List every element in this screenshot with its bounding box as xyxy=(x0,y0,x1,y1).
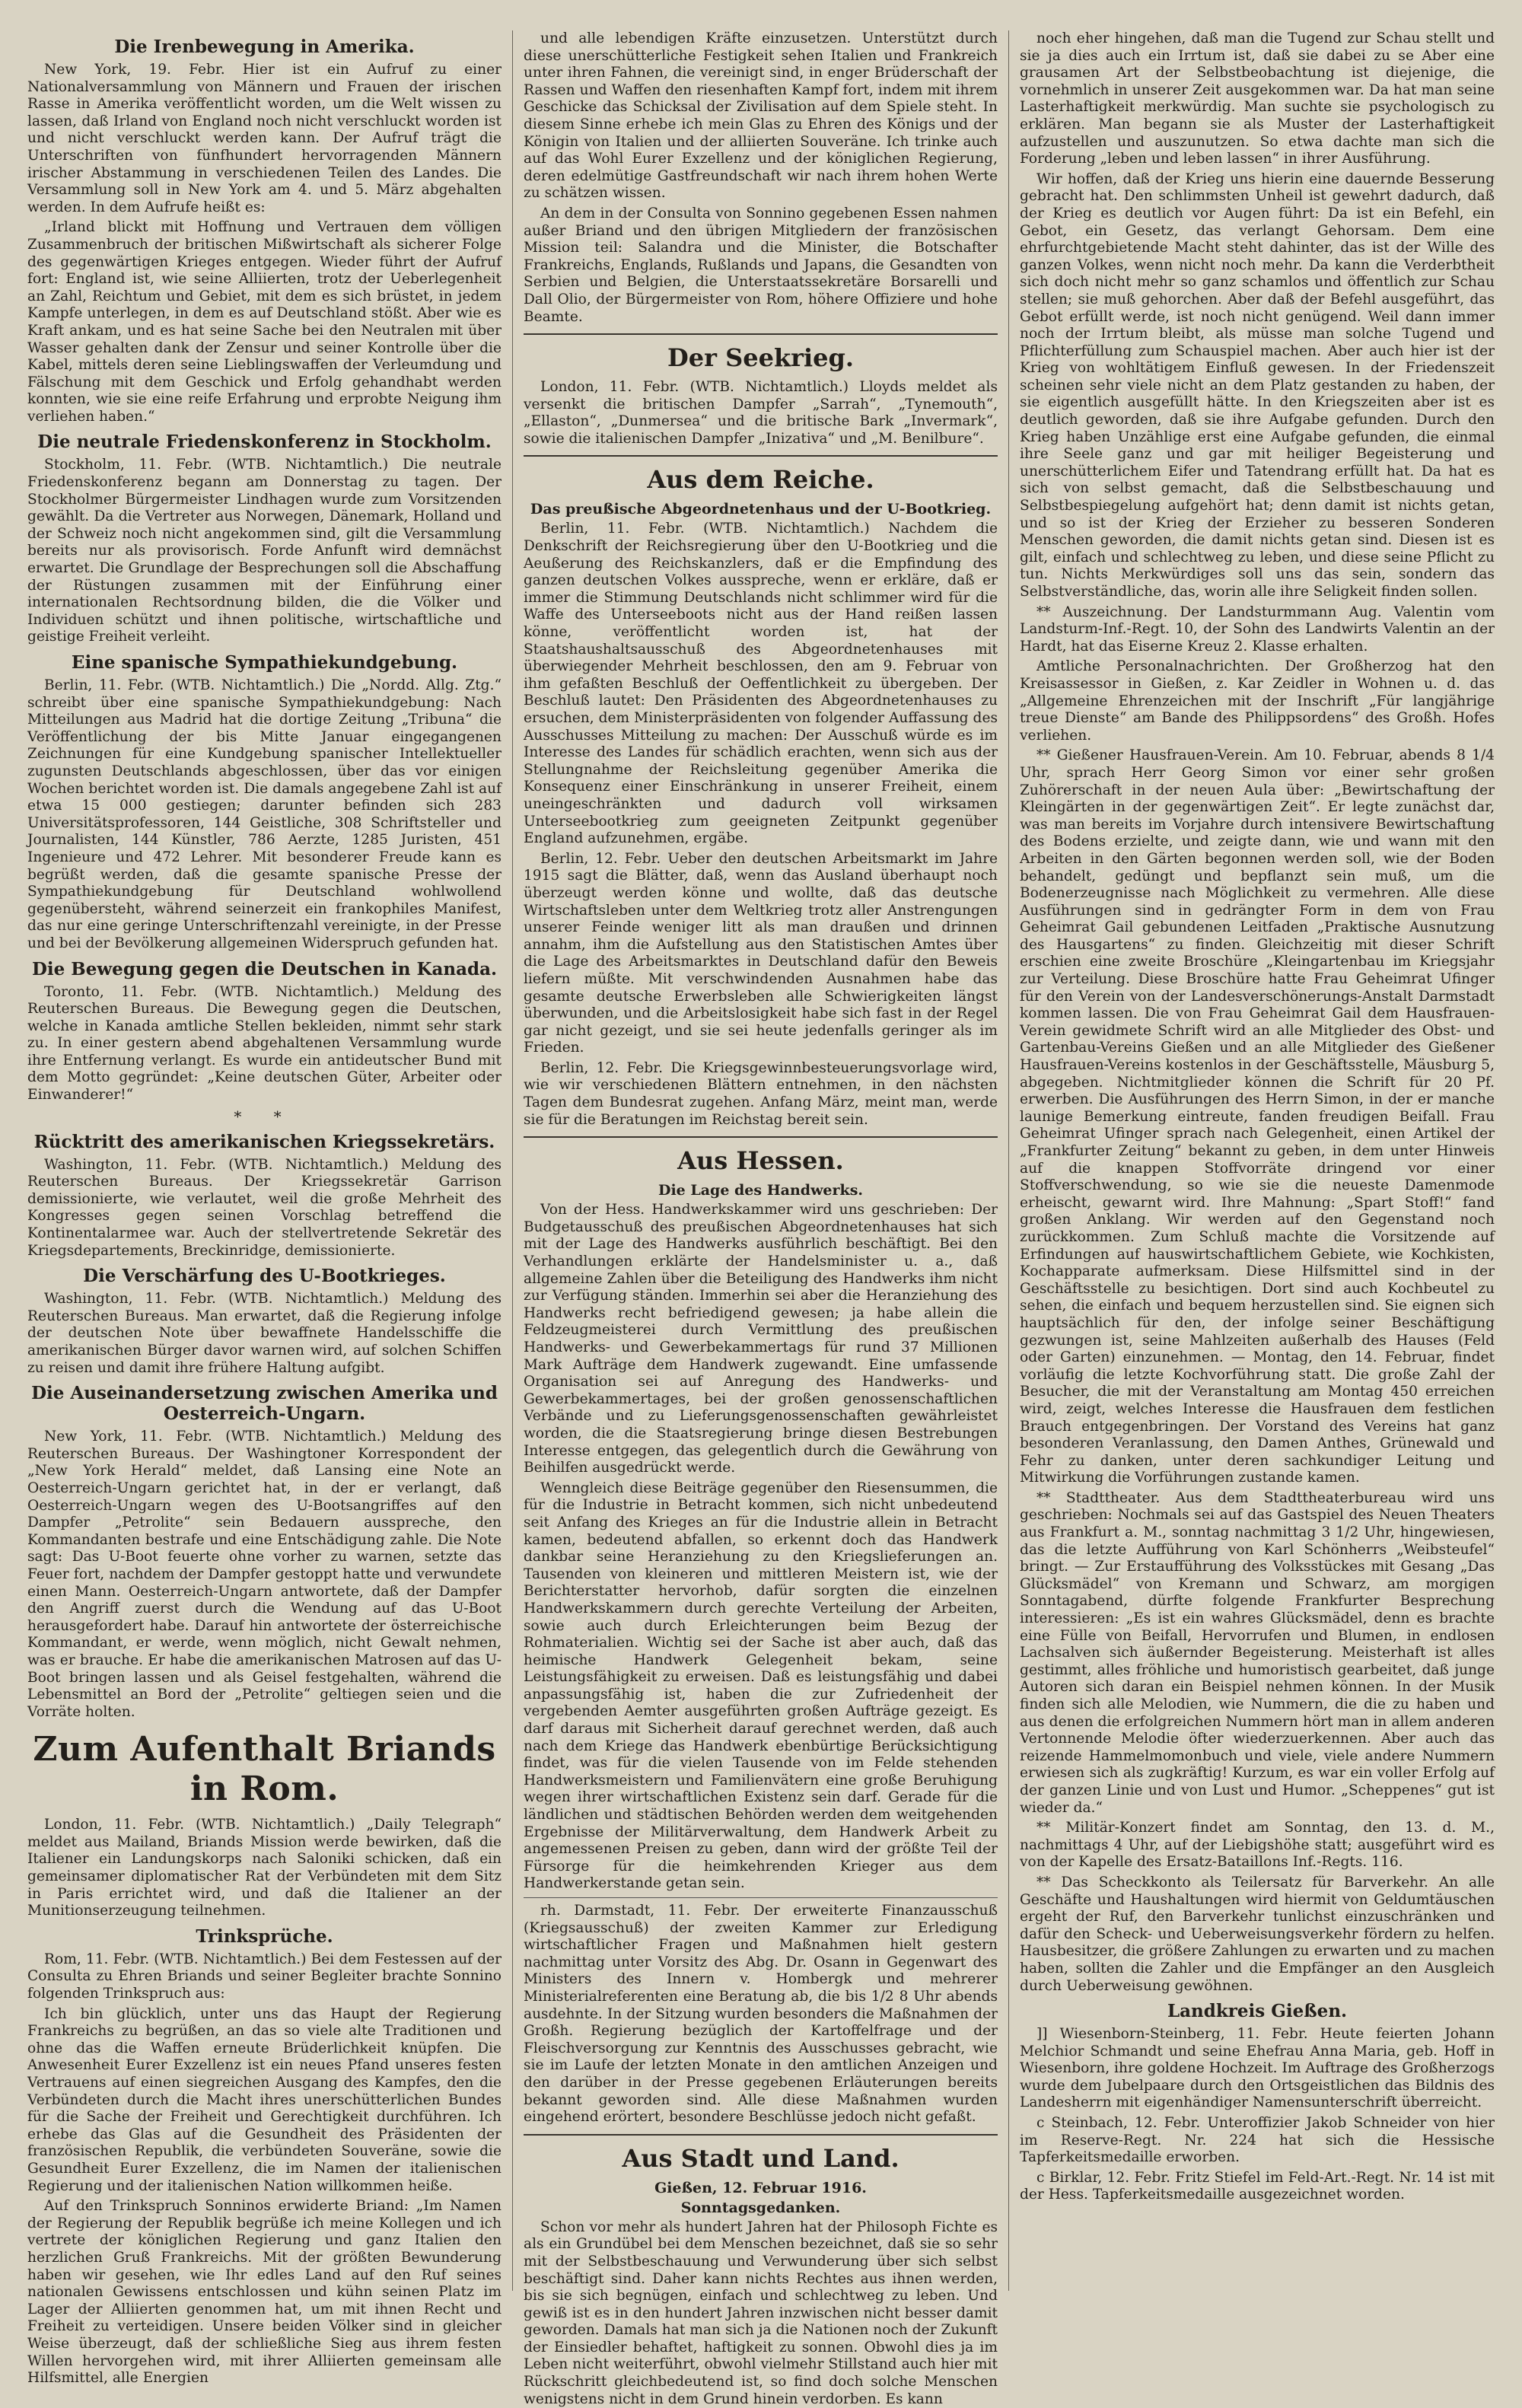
article-paragraph: Wenngleich diese Beiträge gegenüber den Riesensummen, die für die Industrie in Betracht kommen, sich nicht unbedeutend seit Anfang des Krieges an für die Industrie allein in Betracht kamen, bedeutend abfallen, so erkennt doch das Handwerk dankbar seine Heranziehung zu den Kriegslieferungen an. Tausenden von kleineren und mittleren Meistern ist, wie der Berichterstatter hervorhob, dafür sorgten die einzelnen Handwerkskammern durch gerechte Verteilung der Arbeiten, sowie auch durch Erleichterungen beim Bezug der Rohmaterialien. Wichtig sei der Sache ist aber auch, daß das heimische Handwerk Gelegenheit bekam, seine Leistungsfähigkeit zu erweisen. Daß es leistungsfähig und dabei anpassungsfähig ist, haben die zur Zufriedenheit der vergebenden Aemter ausgeführten großen Aufträge gezeigt. Es darf daraus mit Sicherheit darauf gerechnet werden, daß auch nach dem Kriege das Handwerk ebenbürtige Berücksichtigung findet, was für die vielen Tausende von im Felde stehenden Handwerksmeistern und Familienvätern eine große Beruhigung wegen ihrer wirtschaftlichen Existenz sein darf. Gerade für die ländlichen und städtischen Behörden werden dem weitgehenden Ergebnisse der Militärverwaltung, dem Handwerk Arbeit zu angemessenen Preisen zu geben, dann wird der größte Teil der Fürsorge für die heimkehrenden Krieger aus dem Handwerkerstande getan sein. xyxy=(524,1480,998,1892)
article-paragraph: noch eher hingehen, daß man die Tugend zur Schau stellt und sie ja dies auch ein Irrtum ist, daß sie dabei zu se Aber eine grausamen Art der Selbstbeobachtung ist diejenige, die vornehmlich in unserer Zeit ausgekommen war. Da hat man seine Lasterhaftigkeit merkwürdig. Man suchte sie psychologisch zu erklären. Man begann sie als Muster der Lasterhaftigkeit aufzustellen und auszunutzen. So etwa dachte man sich die Forderung „leben und leben lassen“ in ihrer Ausführung. xyxy=(1020,30,1495,167)
article-paragraph: London, 11. Febr. (WTB. Nichtamtlich.) „Daily Telegraph“ meldet aus Mailand, Briands Mission werde bewirken, daß die Italiener ein Landungskorps nach Saloniki schicken, daß ein gemeinsamer diplomatischer Rat der Verbündeten mit dem Sitz in Paris errichtet wird, und daß die Italiener an der Munitionserzeugung teilnehmen. xyxy=(27,1817,501,1919)
section-rule xyxy=(524,2134,998,2136)
headline: Die Lage des Handwerks. xyxy=(658,1182,864,1199)
article-paragraph: ** Stadttheater. Aus dem Stadttheaterbureau wird uns geschrieben: Nochmals sei auf das Gastspiel des Neuen Theaters aus Frankfurt a. M., sonntag nachmittag 3 1/2 Uhr, hingewiesen, das die letzte Aufführung von Karl Schönherrs „Weibsteufel“ bringt. — Zur Erstaufführung des Volksstückes mit Gesang „Das Glücksmädel“ von Kremann und Schwarz, am morgigen Sonntagabend, dürfte folgende Frankfurter Besprechung interessieren: „Es ist ein wahres Glücksmädel, denn es brachte eine Fülle von Beifall, Hervorrufen und Blumen, in endlosen Lachsalven sich äußernder Begeisterung. Meisterhaft ist alles gestimmt, alles fröhliche und humoristisch gearbeitet, daß junge Autoren sich daran ein Beispiel nehmen können. In der Musik finden sich alle Melodien, wie Nummern, die die zu haben und aus denen die erfolgreichen Nummern hört man in allem anderen Vertonnende Melodie öfter wiederzuerkennen. Aber auch das reizende Hammelmomonbuch und viele, viele andere Nummern erwiesen sich als zugkräftig! Kurzum, es war ein voller Erfolg auf der ganzen Linie und von Lust und Humor. „Scheppenes“ gut ist wieder da.“ xyxy=(1020,1489,1495,1816)
article-paragraph: Amtliche Personalnachrichten. Der Großherzog hat den Kreisassessor in Gießen, z. Kar Zeidler in Wohnen u. d. das „Allgemeine Ehrenzeichen mit der Inschrift „Für langjährige treue Dienste“ am Bande des Philippsordens“ des Großh. Hofes verliehen. xyxy=(1020,658,1495,744)
headline: Die Auseinandersetzung zwischen Amerika und Oesterreich-Ungarn. xyxy=(31,1383,498,1425)
section-rule xyxy=(524,455,998,457)
section-heading: Aus Stadt und Land. xyxy=(622,2143,900,2173)
article-paragraph: London, 11. Febr. (WTB. Nichtamtlich.) Lloyds meldet als versenkt die britischen Dampfer „Sarrah“, „Tynemouth“, „Ellaston“, „Dunmersea“ und die britische Bark „Invermark“, sowie die italienischen Dampfer „Inizativa“ und „M. Benilbure“. xyxy=(524,379,998,447)
article-paragraph: New York, 19. Febr. Hier ist ein Aufruf zu einer Nationalversammlung von Männern und Frauen der irischen Rasse in Amerika veröffentlicht worden, um die Welt wissen zu lassen, daß Irland von England noch nicht verschluckt worden ist und nicht verschluckt werden kann. Der Aufruf trägt die Unterschriften von fünfhundert hervorragenden Männern irischer Abstammung in verschiedenen Teilen des Landes. Die Versammlung soll in New York am 4. und 5. März abgehalten werden. In dem Aufrufe heißt es: xyxy=(27,62,501,215)
article-paragraph: Washington, 11. Febr. (WTB. Nichtamtlich.) Meldung des Reuterschen Bureaus. Man erwartet, daß die Regierung infolge der deutschen Note über bewaffnete Handelsschiffe die amerikanischen Bürger davor warnen wird, auf solchen Schiffen zu reisen und damit ihre frühere Haltung aufgibt. xyxy=(27,1291,501,1376)
article-paragraph: ]] Wiesenborn-Steinberg, 11. Febr. Heute feierten Johann Melchior Schmandt und seine Ehefrau Anna Maria, geb. Hoff in Wiesenborn, ihre goldene Hochzeit. Im Auftrage des Großherzogs wurde dem Jubelpaare durch den Ortsgeistlichen das Bildnis des Landesherrn mit eigenhändiger Namensunterschrift überreicht. xyxy=(1020,2026,1495,2111)
headline: Die neutrale Friedenskonferenz in Stockholm. xyxy=(37,432,492,453)
separator-stars: * * xyxy=(234,1107,295,1126)
headline-large: Zum Aufenthalt Briands in Rom. xyxy=(33,1730,496,1809)
headline: Die Irenbewegung in Amerika. xyxy=(114,37,415,57)
article-paragraph: Schon vor mehr als hundert Jahren hat der Philosoph Fichte es als ein Grundübel bei dem Menschen bezeichnet, daß sie so sehr mit der Selbstbeschauung und Verwunderung über sich selbst beschäftigt sind. Daher kann nichts Rechtes aus ihnen werden, bis sie sich begnügen, einfach und schlechtweg zu leben. Und gewiß ist es in den hundert Jahren inzwischen nicht besser damit geworden. Damals hat man sich ja die Nationen noch der Zukunft der Einsiedler behaftet, haftigkeit zu sonnen. Obwohl dies ja im Leben nicht weiterführt, obwohl vielmehr Stillstand auch hier mit Rückschritt gleichbedeutend ist, so find doch solche Menschen wenigstens nicht in dem Grund hinein verdorben. Es kann xyxy=(524,2218,998,2407)
article-paragraph: ** Militär-Konzert findet am Sonntag, den 13. d. M., nachmittags 4 Uhr, auf der Liebigshöhe statt; ausgeführt wird es von der Kapelle des Ersatz-Bataillons Inf.-Regts. 116. xyxy=(1020,1820,1495,1871)
columns xyxy=(17,30,1505,2407)
article-paragraph: Washington, 11. Febr. (WTB. Nichtamtlich.) Meldung des Reuterschen Bureaus. Der Kriegssekretär Garrison demissionierte, wie verlautet, weil die große Mehrheit des Kongresses gegen seinen Vorschlag betreffend die Kontinentalarmee war. Auch der stellvertretende Sekretär des Kriegsdepartements, Breckinridge, demissionierte. xyxy=(27,1156,501,1259)
article-paragraph: Berlin, 12. Febr. Ueber den deutschen Arbeitsmarkt im Jahre 1915 sagt die Blätter, daß, wenn das Ausland überhaupt noch überzeugt werden könne und wollte, daß das deutsche Wirtschaftsleben unter dem Weltkrieg trotz aller Anstrengungen unserer Feinde weniger litt als man draußen und drinnen annahm, ihm die Aufstellung aus den Statistischen Amtes über die Lage des Arbeitsmarktes in Deutschland dafür den Beweis liefern müßte. Mit verschwindenden Ausnahmen habe das gesamte deutsche Erwerbsleben alle Schwierigkeiten längst überwunden, und die Arbeitslosigkeit habe sich fast in der Regel gar nicht gezeigt, und sie sei heute jedenfalls geringer als im Frieden. xyxy=(524,850,998,1056)
article-paragraph: c Birklar, 12. Febr. Fritz Stiefel im Feld-Art.-Regt. Nr. 14 ist mit der Hess. Tapferkeitsmedaille ausgezeichnet worden. xyxy=(1020,2169,1495,2203)
article-paragraph: Berlin, 12. Febr. Die Kriegsgewinnbesteuerungsvorlage wird, wie wir verschiedenen Blättern entnehmen, in den nächsten Tagen dem Bundesrat zugehen. Anfang März, meint man, werde sie für die Beratungen im Reichstag bereit sein. xyxy=(524,1059,998,1128)
section-heading: Der Seekrieg. xyxy=(667,343,854,373)
headline: Die Bewegung gegen die Deutschen in Kanada. xyxy=(31,958,497,979)
section-heading: Aus Hessen. xyxy=(677,1146,844,1176)
article-paragraph: c Steinbach, 12. Febr. Unteroffizier Jakob Schneider von hier im Reserve-Regt. Nr. 224 hat sich die Hessische Tapferkeitsmedaille erworben. xyxy=(1020,2115,1495,2166)
article-paragraph: Auf den Trinkspruch Sonninos erwiderte Briand: „Im Namen der Regierung der Republik begrüße ich meine Kollegen und ich vertrete der königlichen Regierung und ganz Italien den herzlichen Gruß Frankreichs. Mit der größten Bewunderung haben wir gesehen, wie Ihr edles Land auf den Ruf seines nationalen Gewissens entschlossen und kühn seinen Platz im Lager der Alliierten genommen hat, um mit ihnen Recht und Freiheit zu verteidigen. Unsere beiden Völker sind in gleicher Weise überzeugt, daß der schließliche Sieg aus ihrem festen Willen hervorgehen wird, mit ihrer Alliierten gemeinsam alle Hilfsmittel, alle Energien xyxy=(27,2198,501,2387)
headline: Eine spanische Sympathiekundgebung. xyxy=(71,652,458,673)
article-paragraph: rh. Darmstadt, 11. Febr. Der erweiterte Finanzausschuß (Kriegsausschuß) der zweiten Kammer zur Erledigung wirtschaftlicher Fragen und Maßnahmen hielt gestern nachmittag unter Vorsitz des Abg. Dr. Osann in Gegenwart des Ministers des Innern v. Hombergk und mehrerer Ministerialreferenten eine Beratung ab, die bis 1/2 8 Uhr abends ausdehnte. In der Sitzung wurden besonders die Maßnahmen der Großh. Regierung bezüglich der Kartoffelfrage und der Fleischversorgung zur Kenntnis des Ausschusses gebracht, wie sie im Laufe der letzten Monate in den amtlichen Anzeigen und den darüber in der Presse gegebenen Erläuterungen bereits bekannt geworden sind. Alle diese Maßnahmen wurden eingehend erörtert, besondere Beschlüsse jedoch nicht gefaßt. xyxy=(524,1903,998,2126)
article-paragraph: Berlin, 11. Febr. (WTB. Nichtamtlich.) Nachdem die Denkschrift der Reichsregierung über den U-Bootkrieg und die Aeußerung des Reichskanzlers, daß er die Empfindung des ganzen deutschen Volkes ausspreche, wenn er erkläre, daß er immer die Stimmung Deutschlands nicht schlimmer wird für die Waffe des Unterseeboots nicht aus der Hand reißen lassen könne, veröffentlicht worden ist, hat der Staatshaushaltsausschuß des Abgeordnetenhauses mit überwiegender Mehrheit beschlossen, den am 9. Februar von ihm gefaßten Beschluß der Oeffentlichkeit zu übergeben. Der Beschluß lautet: Den Präsidenten des Abgeordnetenhauses zu ersuchen, dem Ministerpräsidenten von folgender Auffassung des Ausschusses Mitteilung zu machen: Der Ausschuß würde es im Interesse des Landes für schädlich erachten, wenn sich aus der Stellungnahme der Reichsleitung gegenüber Amerika die Konsequenz einer Einschränkung in unserer Freiheit, einem uneingeschränkten und dadurch voll wirksamen Unterseebootkrieg zum geeigneten Zeitpunkt gegenüber England aufzunehmen, ergäbe. xyxy=(524,521,998,847)
headline: Rücktritt des amerikanischen Kriegssekretärs. xyxy=(33,1131,495,1152)
divider xyxy=(524,1897,998,1898)
article-paragraph: ** Das Scheckkonto als Teilersatz für Barverkehr. An alle Geschäfte und Haushaltungen wird hiermit von Geldumtäuschen ergeht der Ruf, den Barverkehr tunlichst einzuschränken und dafür den Scheck- und Ueberweisungsverkehr fördern zu helfen. Hausbesitzer, die größere Zahlungen zu erwarten und zu machen haben, sollten die Zahler und die Empfänger an den Ausgleich durch Ueberweisung gewöhnen. xyxy=(1020,1874,1495,1994)
section-heading: Aus dem Reiche. xyxy=(647,465,874,495)
article-paragraph: Berlin, 11. Febr. (WTB. Nichtamtlich.) Die „Nordd. Allg. Ztg.“ schreibt über eine spanische Sympathiekundgebung: Nach Mitteilungen aus Madrid hat die dortige Zeitung „Tribuna“ die Veröffentlichung der bis Mitte Januar eingegangenen Zeichnungen für eine Kundgebung spanischer Intellektueller zugunsten Deutschlands abgeschlossen, über das vor einigen Wochen berichtet worden ist. Die damals angegebene Zahl ist auf etwa 15 000 gestiegen; darunter befinden sich 283 Universitätsprofessoren, 144 Geistliche, 308 Schriftsteller und Journalisten, 144 Künstler, 786 Aerzte, 1285 Juristen, 451 Ingenieure und 472 Lehrer. Mit besonderer Freude kann es begrüßt werden, daß die gesamte spanische Presse der Sympathiekundgebung für Deutschland wohlwollend gegenübersteht, während seinerzeit ein frankophiles Manifest, das nur eine geringe Unterschriftenzahl vereinigte, in der Presse und bei der Bevölkerung allgemeinen Widerspruch gefunden hat. xyxy=(27,677,501,951)
headline: Landkreis Gießen. xyxy=(1167,2001,1348,2022)
article-paragraph: ** Auszeichnung. Der Landsturmmann Aug. Valentin vom Landsturm-Inf.-Regt. 10, der Sohn des Landwirts Valentin an der Hardt, hat das Eiserne Kreuz 2. Klasse erhalten. xyxy=(1020,604,1495,655)
headline: Die Verschärfung des U-Bootkrieges. xyxy=(83,1266,446,1287)
article-paragraph: Von der Hess. Handwerkskammer wird uns geschrieben: Der Budgetausschuß des preußischen Abgeordnetenhauses hat sich mit der Lage des Handwerks ausführlich beschäftigt. Bei den Verhandlungen erklärte der Handelsminister u. a., daß allgemeine Zahlen über die Beteiligung des Handwerks ihm nicht zur Verfügung ständen. Immerhin sei aber die Heranziehung des Handwerks recht befriedigend gewesen; ja habe allein die Feldzeugmeisterei durch Vermittlung des preußischen Handwerks- und Gewerbekammertags für rund 37 Millionen Mark Aufträge dem Handwerk zugewandt. Eine umfassende Organisation sei auf Anregung des Handwerks- und Gewerbekammertages, bei der großen genossenschaftlichen Verbände und zu Lieferungsgenossenschaften gewährleistet worden, die die Staatsregierung bringe diesen Bestrebungen Interesse entgegen, das gelegentlich durch die Gewährung von Beihilfen ausgedrückt werde. xyxy=(524,1202,998,1476)
column-3 xyxy=(1009,30,1505,2291)
article-paragraph: Rom, 11. Febr. (WTB. Nichtamtlich.) Bei dem Festessen auf der Consulta zu Ehren Briands und seiner Begleiter brachte Sonnino folgenden Trinkspruch aus: xyxy=(27,1951,501,2002)
headline: Sonntagsgedanken. xyxy=(680,2199,841,2216)
column-1 xyxy=(17,30,513,2387)
article-paragraph: ** Gießener Hausfrauen-Verein. Am 10. Februar, abends 8 1/4 Uhr, sprach Herr Georg Simon vor einer sehr großen Zuhörerschaft in der neuen Aula über: „Bewirtschaftung der Kleingärten in der gegenwärtigen Zeit“. Er legte zunächst dar, was man bereits im Vorjahre durch intensivere Bewirtschaftung des Bodens erzielte, und zeigte dann, wie und wann mit den Arbeiten in den Gärten begonnen werden soll, wie der Boden behandelt, gedüngt und bepflanzt sein muß, um die Bodenerzeugnisse nach Möglichkeit zu vermehren. Alle diese Ausführungen sind in gedrängter Form in dem von Frau Geheimrat Gail gebundenen Leitfaden „Praktische Ausnutzung des Hausgartens“ zu finden. Gleichzeitig mit dieser Schrift erschien eine zweite Broschüre „Kleingartenbau im Kriegsjahr zur Verteilung. Diese Broschüre hatte Frau Geheimrat Ufinger für den Verein von der Landesverschönerungs-Anstalt Darmstadt kommen lassen. Die von Frau Geheimrat Gail dem Hausfrauen-Verein gewidmete Schrift wird an alle Mitglieder des Obst- und Gartenbau-Vereins Gießen und an alle Mitglieder des Gießener Hausfrauen-Vereins kostenlos in der Geschäftsstelle, Mäusburg 5, abgegeben. Nichtmitglieder können die Schrift für 20 Pf. erwerben. Die Ausführungen des Herrn Simon, in der er manche launige Bemerkung eintreute, fanden freudigen Beifall. Frau Geheimrat Ufinger sprach nach Gelegenheit, einen Artikel der „Frankfurter Zeitung“ bekannt zu geben, in dem unter Hinweis auf die knappen Stoffvorräte dringend vor einer Stoffverschwendung, so wie sie die neueste Damenmode erheischt, gewarnt wird. Ihre Mahnung: „Spart Stoff!“ fand großen Anklang. Wir werden auf den Gegenstand noch zurückkommen. Zum Schluß machte die Vorsitzende auf Erfindungen auf hauswirtschaftlichem Gebiete, wie Kochkisten, Kochapparate aufmerksam. Diese Hilfsmittel sind in der Geschäftsstelle zu besichtigen. Dort sind auch Kochbeutel zu sehen, die einfach und bequem herzustellen sind. Sie eignen sich hauptsächlich für den, der infolge seiner Beschäftigung gezwungen ist, seine Mahlzeiten außerhalb des Hauses (Feld oder Garten) einzunehmen. — Montag, den 14. Februar, findet vorläufig die letzte Kochvorführung statt. Die große Zahl der Besucher, die mit der Veranstaltung am Montag 450 erreichen wird, zeigt, welches Interesse die Hausfrauen dem festlichen Brauch entgegenbringen. Der Vorstand des Vereins hat ganz besonderen Veranlassung, den Damen Anthes, Grünewald und Fehr zu danken, unter deren sachkundiger Leitung und Mitwirkung die Vorführungen zustande kamen. xyxy=(1020,747,1495,1486)
article-paragraph: New York, 11. Febr. (WTB. Nichtamtlich.) Meldung des Reuterschen Bureaus. Der Washingtoner Korrespondent der „New York Herald“ meldet, daß Lansing eine Note an Oesterreich-Ungarn gerichtet hat, in der er verlangt, daß Oesterreich-Ungarn wegen des U-Bootsangriffes auf den Dampfer „Petrolite“ sein Bedauern ausspreche, den Kommandanten bestrafe und eine Entschädigung zahle. Die Note sagt: Das U-Boot feuerte ohne vorher zu warnen, setzte das Feuer fort, nachdem der Dampfer gestoppt hatte und verwundete einen Mann. Oesterreich-Ungarn antwortete, daß der Dampfer den Angriff zuerst durch die Wendung auf das U-Boot herausgefordert habe. Darauf hin antwortete der österreichische Kommandant, er werde, wenn möglich, nicht Gewalt nehmen, was er brauche. Er habe die amerikanischen Matrosen auf das U-Boot bringen lassen und als Geisel festgehalten, während die Lebensmittel an Bord der „Petrolite“ geltiegen seien und die Vorräte holten. xyxy=(27,1429,501,1720)
section-rule xyxy=(524,333,998,335)
dateline: Gießen, 12. Februar 1916. xyxy=(654,2179,867,2196)
section-rule xyxy=(524,1136,998,1138)
headline: Das preußische Abgeordnetenhaus und der U-Bootkrieg. xyxy=(530,501,992,518)
headline: Trinksprüche. xyxy=(196,1925,333,1947)
article-paragraph: „Irland blickt mit Hoffnung und Vertrauen dem völligen Zusammenbruch der britischen Mißwirtschaft als sicherer Folge des gegenwärtigen Krieges entgegen. Wieder führt der Aufruf fort: England ist, wie seine Alliierten, trotz der Ueberlegenheit an Zahl, Reichtum und Gebiet, mit dem es sich brüstet, in jedem Kampfe unterlegen, in dem es auf Deutschland stößt. Aber wie es Kraft ankam, und es hat seine Sache bei den Neutralen mit über Wasser gehalten dank der Zensur und seiner Kontrolle über die Kabel, mittels deren seine Lieblingswaffen der Verleumdung und Fälschung mit dem Geschick und Erfolg gehandhabt werden konnten, wie sie eine reife Erfahrung und erprobte Neigung ihm verliehen haben.“ xyxy=(27,219,501,425)
article-paragraph: Stockholm, 11. Febr. (WTB. Nichtamtlich.) Die neutrale Friedenskonferenz begann am Donnerstag zu tagen. Der Stockholmer Bürgermeister Lindhagen wurde zum Vorsitzenden gewählt. Da die Vertreter aus Norwegen, Dänemark, Holland und der Schweiz noch nicht angekommen sind, gilt die Versammlung bereits nur als provisorisch. Forde Anfunft wird demnächst erwartet. Die Grundlage der Besprechungen soll die Abschaffung der Rüstungen zusammen mit der Einführung einer internationalen Rechtsordnung bilden, die die Völker und Individuen schützt und ihnen politische, wirtschaftliche und geistige Freiheit verleiht. xyxy=(27,457,501,645)
article-paragraph: Wir hoffen, daß der Krieg uns hierin eine dauernde Besserung gebracht hat. Den schlimmsten Unheil ist gewehrt dadurch, daß der Krieg es deutlich vor Augen führt: Da ist ein Befehl, ein Gebot, ein Gesetz, das verlangt Gehorsam. Dem eine ehrfurchtgebietende Macht steht dahinter, das ist der Wille des ganzen Volkes, wenn nicht noch mehr. Da kann die Verderbtheit sich doch nicht mehr so ganz schamlos und öffentlich zur Schau stellen; sie muß gehorchen. Aber daß der Befehl ausgeführt, das Gebot erfüllt werde, ist noch nicht genügend. Weil dann immer noch der Irrtum bleibt, als müsse man solche Tugend und Pflichterfüllung zum Schauspiel machen. Aber auch hier ist der Krieg von wohltätigem Einfluß gewesen. In der Friedenszeit scheinen sehr viele nicht an dem Platz gestanden zu haben, der sie eigentlich ausgefüllt hätte. In den Kriegszeiten aber ist es deutlich geworden, daß sie ihre Aufgabe gefunden. Durch den Krieg haben Unzählige erst eine Aufgabe gefunden, die einmal ihre Seele ganz und gar mit heiliger Begeisterung und unerschütterlichem Eifer und Tatendrang erfüllt hat. Da hat es sich von selbst gemacht, daß die Selbstbeschauung und Selbstbespiegelung aufgehört hat; denn damit ist nichts getan, und so ist der Krieg der Erzieher zu besseren Sonderen Menschen geworden, die damit nichts getan sind. Diesen ist es gilt, einfach und schlechtweg zu leben, und diese seine Pflicht zu tun. Nichts Merkwürdiges soll uns das sein, sondern das Selbstverständliche, das, worin alle ihre Seligkeit finden sollen. xyxy=(1020,170,1495,600)
article-paragraph: und alle lebendigen Kräfte einzusetzen. Unterstützt durch diese unerschütterliche Festigkeit sehen Italien und Frankreich unter ihren Fahnen, die vereinigt sind, in enger Brüderschaft der Rassen und Waffen den riesenhaften Kampf fort, indem mit ihrem Geschicke das Schicksal der Zivilisation auf dem Spiele steht. In diesem Sinne erhebe ich mein Glas zu Ehren des Königs und der Königin von Italien und der alliierten Souveräne. Ich trinke auch auf das Wohl Eurer Exzellenz und der königlichen Regierung, deren edelmütige Gastfreundschaft wir nach ihrem hohen Werte zu schätzen wissen. xyxy=(524,30,998,202)
article-paragraph: Toronto, 11. Febr. (WTB. Nichtamtlich.) Meldung des Reuterschen Bureaus. Die Bewegung gegen die Deutschen, welche in Kanada amtliche Stellen bekleiden, nimmt sehr stark zu. In einer gestern abend abgehaltenen Versammlung wurde ihre Entfernung verlangt. Es wurde ein antideutscher Bund mit dem Motto gegründet: „Keine deutschen Güter, Arbeiter oder Einwanderer!“ xyxy=(27,983,501,1104)
article-paragraph: Ich bin glücklich, unter uns das Haupt der Regierung Frankreichs zu begrüßen, an das so viele alte Traditionen und ohne das die Waffen erneute Brüderlichkeit knüpfen. Die Anwesenheit Eurer Exzellenz ist ein neues Pfand unseres festen Vertrauens auf einen siegreichen Ausgang des Kampfes, den die Verbündeten durch die Macht ihres unerschütterlichen Bundes für die Sache der Freiheit und Gerechtigkeit durchführen. Ich erhebe das Glas auf die Gesundheit des Präsidenten der französischen Republik, die verbündeten Souveräne, sowie die Gesundheit Eurer Exzellenz, die im Namen der italienischen Regierung und der italienischen Nation willkommen heiße. xyxy=(27,2005,501,2194)
column-2 xyxy=(513,30,1009,2407)
article-paragraph: An dem in der Consulta von Sonnino gegebenen Essen nahmen außer Briand und den übrigen Mitgliedern der französischen Mission teil: Salandra und die Minister, die Botschafter Frankreichs, Englands, Rußlands und Japans, die Gesandten von Serbien und Belgien, die Unterstaatssekretäre Borsarelli und Dall Olio, der Bürgermeister von Rom, höhere Offiziere und hohe Beamte. xyxy=(524,205,998,325)
